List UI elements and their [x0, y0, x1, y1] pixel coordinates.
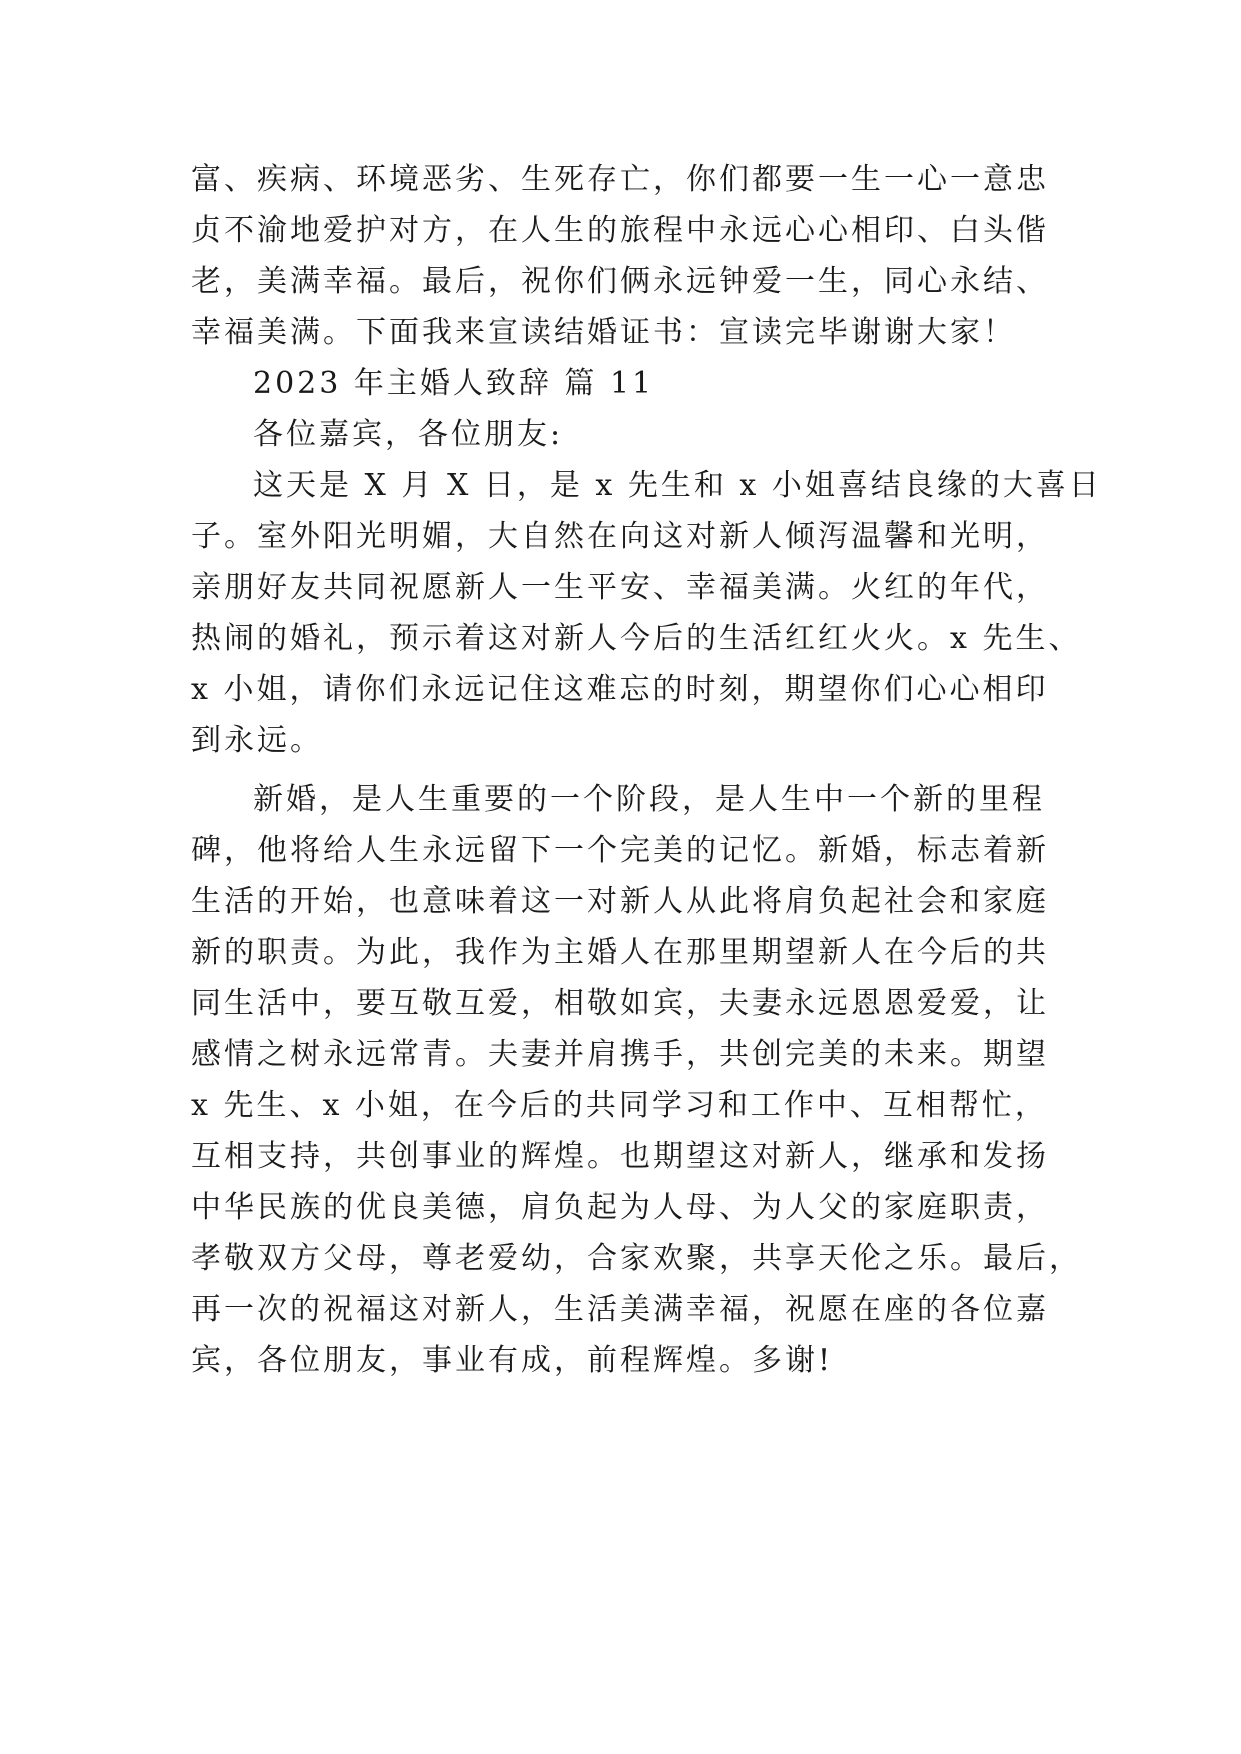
section-heading: 2023 年主婚人致辞 篇 11 — [253, 366, 655, 401]
text-line: 同生活中，要互敬互爱，相敬如宾，夫妻永远恩恩爱爱，让 — [191, 986, 1049, 1021]
salutation: 各位嘉宾，各位朋友: — [253, 417, 564, 452]
text-line: 感情之树永远常青。夫妻并肩携手，共创完美的未来。期望 — [191, 1037, 1049, 1072]
text-line: 亲朋好友共同祝愿新人一生平安、幸福美满。火红的年代， — [191, 570, 1049, 605]
text-line: 再一次的祝福这对新人，生活美满幸福，祝愿在座的各位嘉 — [191, 1292, 1049, 1327]
text-line: 到永远。 — [191, 723, 323, 758]
text-line: 新婚，是人生重要的一个阶段，是人生中一个新的里程 — [253, 782, 1045, 817]
text-line: 富、疾病、环境恶劣、生死存亡，你们都要一生一心一意忠 — [191, 162, 1049, 197]
text-line: 孝敬双方父母，尊老爱幼，合家欢聚，共享天伦之乐。最后， — [191, 1241, 1082, 1276]
text-line: 中华民族的优良美德，肩负起为人母、为人父的家庭职责， — [191, 1190, 1049, 1225]
text-line: 贞不渝地爱护对方，在人生的旅程中永远心心相印、白头偕 — [191, 213, 1049, 248]
text-line: 这天是 X 月 X 日，是 x 先生和 x 小姐喜结良缘的大喜日 — [253, 468, 1102, 503]
text-line: 碑，他将给人生永远留下一个完美的记忆。新婚，标志着新 — [191, 833, 1049, 868]
text-line: 宾，各位朋友，事业有成，前程辉煌。多谢! — [191, 1343, 834, 1378]
text-line: 老，美满幸福。最后，祝你们俩永远钟爱一生，同心永结、 — [191, 264, 1049, 299]
text-line: 新的职责。为此，我作为主婚人在那里期望新人在今后的共 — [191, 935, 1049, 970]
text-line: x 先生、x 小姐，在今后的共同学习和工作中、互相帮忙， — [191, 1088, 1048, 1123]
text-line: 互相支持，共创事业的辉煌。也期望这对新人，继承和发扬 — [191, 1139, 1049, 1174]
text-line: x 小姐，请你们永远记住这难忘的时刻，期望你们心心相印 — [191, 672, 1049, 707]
text-line: 子。室外阳光明媚，大自然在向这对新人倾泻温馨和光明， — [191, 519, 1049, 554]
text-line: 幸福美满。下面我来宣读结婚证书：宣读完毕谢谢大家！ — [191, 315, 1016, 350]
document-body — [191, 154, 1102, 1386]
text-line: 生活的开始，也意味着这一对新人从此将肩负起社会和家庭 — [191, 884, 1049, 919]
text-line: 热闹的婚礼，预示着这对新人今后的生活红红火火。x 先生、 — [191, 621, 1082, 656]
